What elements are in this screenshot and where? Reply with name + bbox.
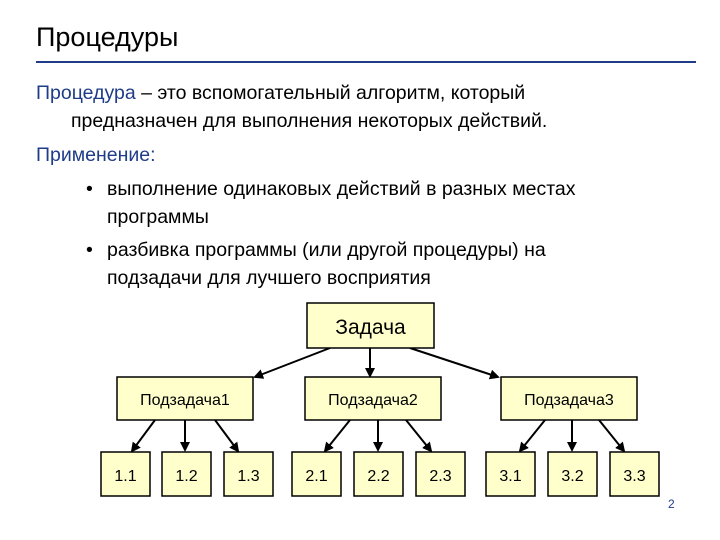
leaf-label-2-1: 2.1: [305, 468, 328, 485]
bullet-1-line-1: выполнение одинаковых действий в разных местах: [107, 178, 576, 200]
leaf-label-2-3: 2.3: [429, 468, 452, 485]
definition-line-2: предназначен для выполнения некоторых действий.: [71, 110, 548, 132]
leaf-label-1-3: 1.3: [237, 468, 260, 485]
connector-sub3-leaf1: [520, 420, 545, 451]
subtask-label-1: Подзадача1: [140, 392, 230, 409]
subtask-label-3: Подзадача3: [524, 392, 614, 409]
bullet-marker-1: •: [86, 178, 93, 200]
page-number: 2: [668, 497, 675, 511]
leaf-label-3-1: 3.1: [499, 468, 522, 485]
slide-title: Процедуры: [36, 22, 179, 52]
subtask-label-2: Подзадача2: [328, 392, 418, 409]
connector-sub3-leaf3: [599, 420, 624, 451]
connector-sub1-leaf3: [215, 420, 238, 451]
bullet-2-line-1: разбивка программы (или другой процедуры) на: [107, 239, 546, 261]
definition-term: Процедура: [36, 82, 136, 104]
connector-root-sub1: [255, 348, 330, 377]
root-task-label: Задача: [335, 316, 406, 339]
bullet-1-line-2: программы: [107, 206, 209, 228]
connector-root-sub3: [410, 348, 498, 377]
bullet-marker-2: •: [86, 239, 93, 261]
leaf-label-3-2: 3.2: [561, 468, 584, 485]
leaf-label-3-3: 3.3: [623, 468, 646, 485]
bullet-2-line-2: подзадачи для лучшего восприятия: [107, 267, 431, 289]
definition-text: – это вспомогательный алгоритм, который: [135, 82, 526, 104]
usage-label: Применение:: [36, 144, 156, 166]
connector-sub1-leaf1: [132, 420, 155, 451]
leaf-label-1-2: 1.2: [175, 468, 198, 485]
leaf-label-2-2: 2.2: [367, 468, 390, 485]
connector-sub2-leaf3: [406, 420, 431, 451]
leaf-label-1-1: 1.1: [114, 468, 137, 485]
connector-sub2-leaf1: [325, 420, 350, 451]
